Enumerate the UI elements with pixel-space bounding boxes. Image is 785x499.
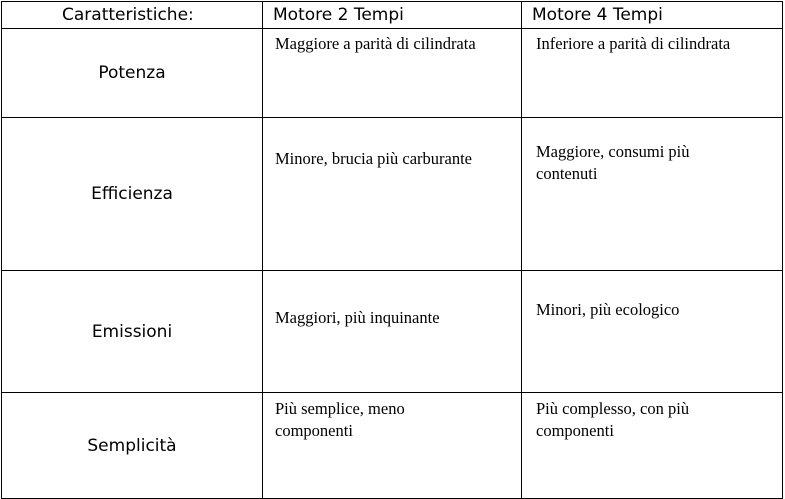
cell-text: Più semplice, meno componenti bbox=[275, 399, 405, 440]
cell-text: Più complesso, con più componenti bbox=[536, 399, 690, 440]
header-four-stroke: Motore 4 Tempi bbox=[522, 2, 783, 29]
cell-four-stroke-emissions bbox=[522, 271, 783, 393]
cell-two-stroke-simplicity bbox=[263, 393, 522, 499]
cell-four-stroke-simplicity bbox=[522, 393, 783, 499]
cell-text: Minore, brucia più carburante bbox=[275, 149, 473, 168]
cell-four-stroke-efficiency bbox=[522, 118, 783, 271]
header-characteristics: Caratteristiche: bbox=[2, 2, 263, 29]
cell-text: Maggiore, consumi più contenuti bbox=[536, 142, 690, 183]
header-two-stroke: Motore 2 Tempi bbox=[263, 2, 522, 29]
comparison-table bbox=[1, 1, 783, 499]
cell-two-stroke-efficiency bbox=[263, 118, 522, 271]
cell-text: Inferiore a parità di cilindrata bbox=[536, 34, 731, 53]
table-row bbox=[2, 29, 783, 118]
cell-two-stroke-emissions bbox=[263, 271, 522, 393]
table-row bbox=[2, 118, 783, 271]
table-row bbox=[2, 393, 783, 499]
cell-two-stroke-power bbox=[263, 29, 522, 118]
row-label-emissions: Emissioni bbox=[2, 271, 263, 393]
table-header-row bbox=[2, 2, 783, 29]
row-label-power: Potenza bbox=[2, 29, 263, 118]
cell-four-stroke-power bbox=[522, 29, 783, 118]
cell-text: Minori, più ecologico bbox=[536, 300, 680, 319]
row-label-efficiency: Efficienza bbox=[2, 118, 263, 271]
cell-text: Maggiori, più inquinante bbox=[275, 308, 440, 327]
table-row bbox=[2, 271, 783, 393]
row-label-simplicity: Semplicità bbox=[2, 393, 263, 499]
cell-text: Maggiore a parità di cilindrata bbox=[275, 34, 476, 53]
